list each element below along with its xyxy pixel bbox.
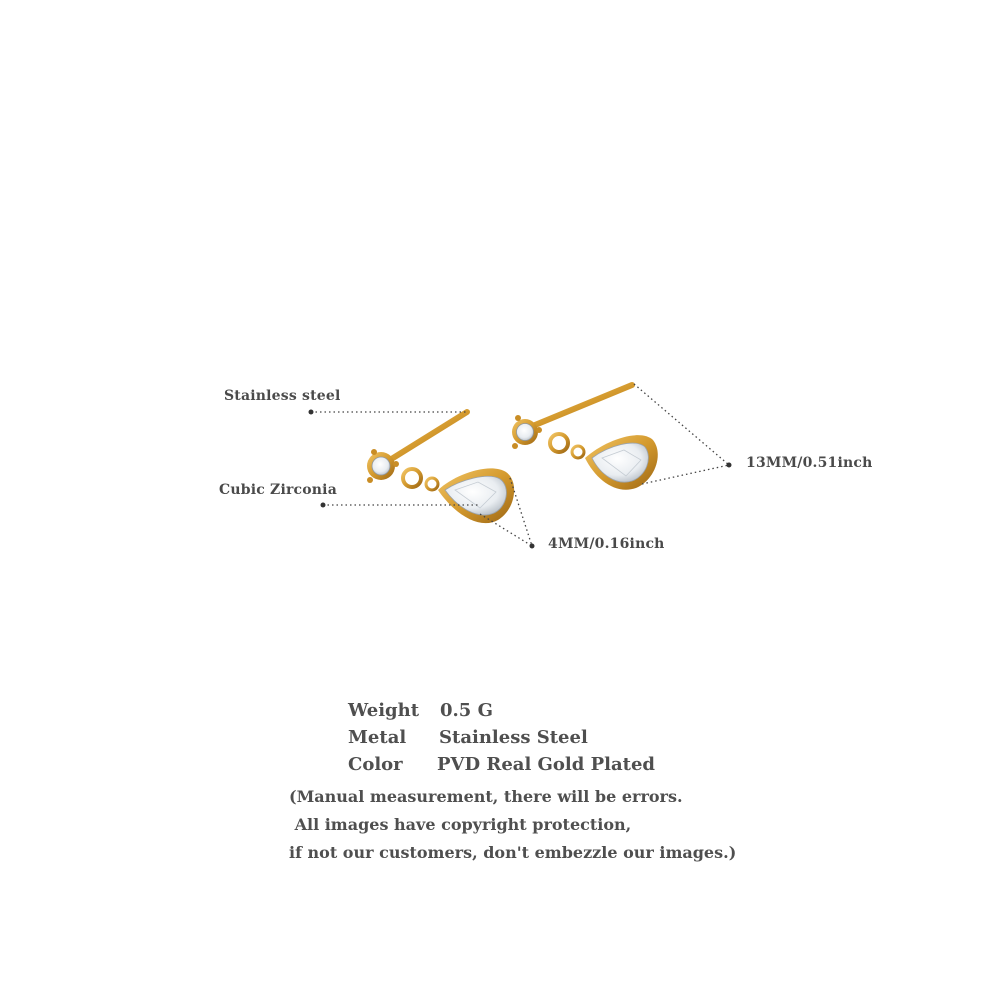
left-earring	[367, 412, 514, 523]
spec-value: 0.5 G	[440, 700, 493, 721]
right-earring-post	[535, 385, 632, 425]
right-stud-stone	[517, 424, 534, 441]
spec-value: Stainless Steel	[439, 727, 588, 748]
spec-key: Weight	[348, 700, 420, 721]
width-label: 4MM/0.16inch	[548, 536, 665, 552]
disclaimer-line-3: if not our customers, don't embezzle our images.)	[289, 843, 737, 862]
dot	[727, 463, 732, 468]
right-jump-ring	[550, 434, 568, 452]
dot	[530, 544, 535, 549]
prong	[512, 443, 518, 449]
left-earring-post	[393, 412, 467, 458]
cubic-zirconia-label: Cubic Zirconia	[219, 482, 337, 498]
left-stud-stone	[372, 457, 390, 475]
prong	[367, 477, 373, 483]
dot	[321, 503, 326, 508]
right-jump-ring-2	[572, 446, 584, 458]
length-label: 13MM/0.51inch	[746, 455, 873, 471]
stainless-steel-label: Stainless steel	[224, 388, 341, 404]
prong	[371, 449, 377, 455]
spec-key: Metal	[348, 727, 407, 748]
prong	[536, 427, 542, 433]
spec-key: Color	[348, 754, 403, 775]
prong	[393, 461, 399, 467]
left-jump-ring-2	[426, 478, 438, 490]
disclaimer-line-1: (Manual measurement, there will be errors.	[289, 787, 683, 806]
width-leader-bottom	[480, 514, 532, 546]
left-jump-ring	[403, 469, 421, 487]
disclaimer-line-2: All images have copyright protection,	[289, 815, 632, 834]
prong	[515, 415, 521, 421]
right-earring	[512, 385, 658, 490]
spec-value: PVD Real Gold Plated	[437, 754, 656, 775]
dot	[309, 410, 314, 415]
